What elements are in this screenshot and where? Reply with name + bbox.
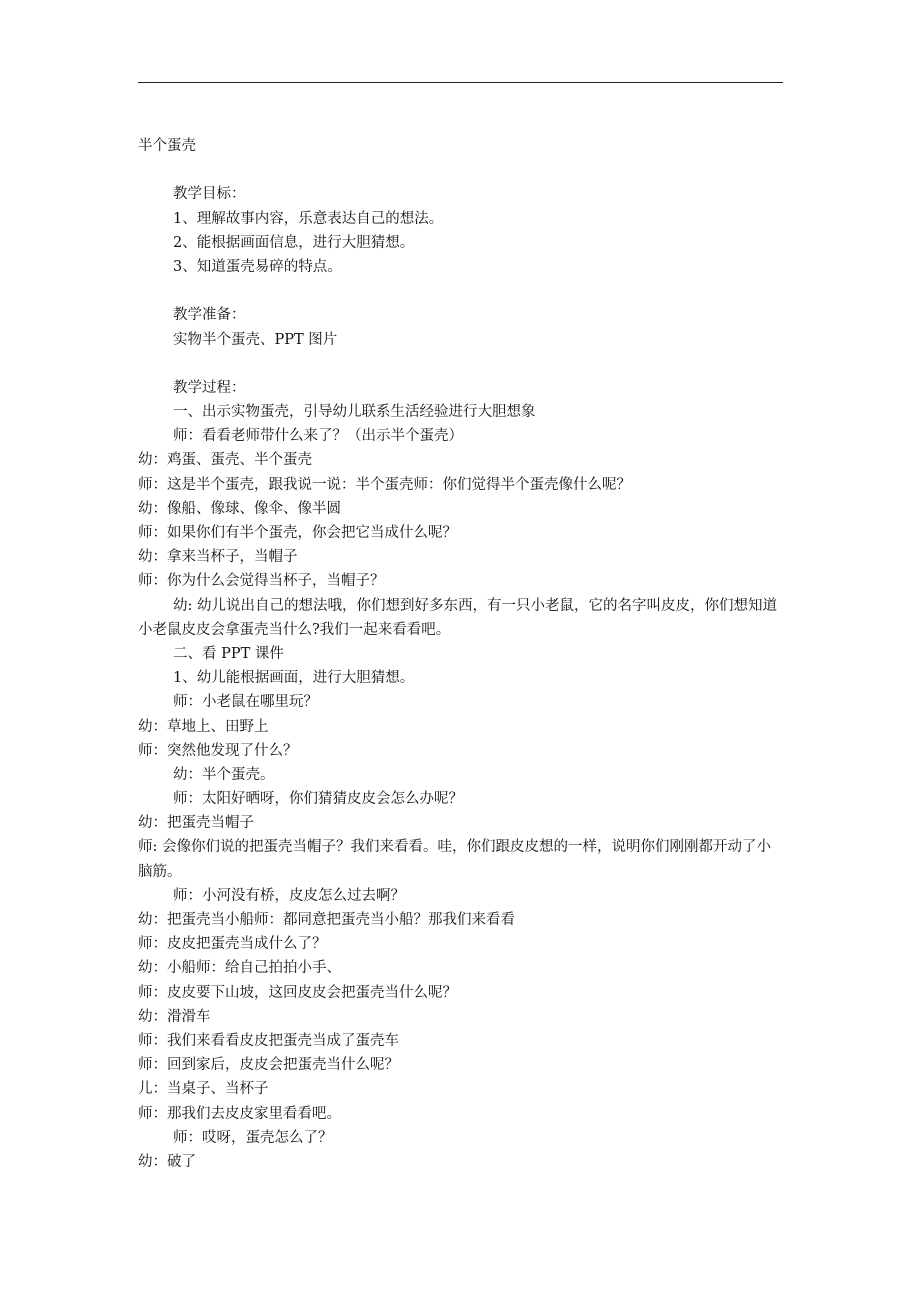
dialogue-line: 幼：把蛋壳当帽子 [138, 815, 254, 832]
header-rule [138, 82, 783, 83]
dialogue-line: 师：皮皮把蛋壳当成什么了？ [138, 936, 327, 953]
dialogue-paragraph: 师: 会像你们说的把蛋壳当帽子？我们来看看。哇，你们跟皮皮想的一样，说明你们刚刚都开动了小脑筋。 [138, 839, 771, 880]
section-heading: 二、看 PPT 课件 [173, 645, 284, 662]
spacer [138, 352, 783, 376]
dialogue-line: 师：小老鼠在哪里玩？ [173, 694, 318, 711]
spacer [138, 279, 783, 303]
goals-heading: 教学目标： [173, 186, 246, 203]
dialogue-line: 师：看看老师带什么来了？（出示半个蛋壳） [173, 428, 463, 445]
dialogue-line: 幼：草地上、田野上 [138, 718, 269, 735]
dialogue-line: 师：突然他发现了什么？ [138, 742, 298, 759]
dialogue-line: 幼：半个蛋壳。 [173, 766, 275, 783]
dialogue-line: 师：这是半个蛋壳，跟我说一说：半个蛋壳师：你们觉得半个蛋壳像什么呢？ [138, 476, 631, 493]
dialogue-line: 师：如果你们有半个蛋壳，你会把它当成什么呢？ [138, 525, 457, 541]
dialogue-line: 幼：鸡蛋、蛋壳、半个蛋壳 [138, 452, 312, 469]
section-heading: 一、出示实物蛋壳，引导幼儿联系生活经验进行大胆想象 [173, 404, 536, 421]
dialogue-line: 幼：滑滑车 [138, 1008, 211, 1025]
dialogue-line: 师：太阳好晒呀，你们猜猜皮皮会怎么办呢？ [173, 791, 463, 808]
dialogue-line: 幼：破了 [138, 1153, 196, 1170]
lesson-document [138, 134, 783, 1174]
goal-item: 3、知道蛋壳易碎的特点。 [173, 258, 342, 275]
spacer [138, 158, 783, 182]
process-heading: 教学过程： [173, 379, 246, 396]
dialogue-line: 幼：小船师：给自己拍拍小手、 [138, 960, 341, 977]
goal-item: 2、能根据画面信息，进行大胆猜想。 [173, 234, 415, 251]
dialogue-line: 师：小河没有桥，皮皮怎么过去啊？ [173, 887, 405, 904]
prep-content: 实物半个蛋壳、PPT 图片 [173, 331, 338, 348]
dialogue-line: 师：皮皮要下山坡，这回皮皮会把蛋壳当什么呢？ [138, 984, 457, 1001]
dialogue-paragraph: 幼: 幼儿说出自己的想法哦，你们想到好多东西，有一只小老鼠，它的名字叫皮皮，你们想知道小老鼠皮皮会拿蛋壳当什么?我们一起来看看吧。 [138, 597, 777, 638]
dialogue-line: 幼：像船、像球、像伞、像半圆 [138, 500, 341, 517]
dialogue-line: 师：你为什么会觉得当杯子，当帽子？ [138, 573, 385, 590]
dialogue-line: 师：回到家后，皮皮会把蛋壳当什么呢？ [138, 1057, 399, 1074]
sub-heading: 1、幼儿能根据画面，进行大胆猜想。 [173, 670, 415, 687]
document-title: 半个蛋壳 [138, 138, 196, 154]
prep-heading: 教学准备： [173, 307, 246, 324]
dialogue-line: 儿：当桌子、当杯子 [138, 1081, 269, 1098]
dialogue-line: 幼：把蛋壳当小船师：都同意把蛋壳当小船？那我们来看看 [138, 912, 515, 929]
dialogue-line: 幼：拿来当杯子，当帽子 [138, 549, 298, 566]
dialogue-line: 师：那我们去皮皮家里看看吧。 [138, 1105, 341, 1122]
dialogue-line: 师：我们来看看皮皮把蛋壳当成了蛋壳车 [138, 1033, 399, 1049]
goal-item: 1、理解故事内容，乐意表达自己的想法。 [173, 210, 444, 227]
dialogue-line: 师：哎呀，蛋壳怎么了？ [173, 1129, 333, 1146]
